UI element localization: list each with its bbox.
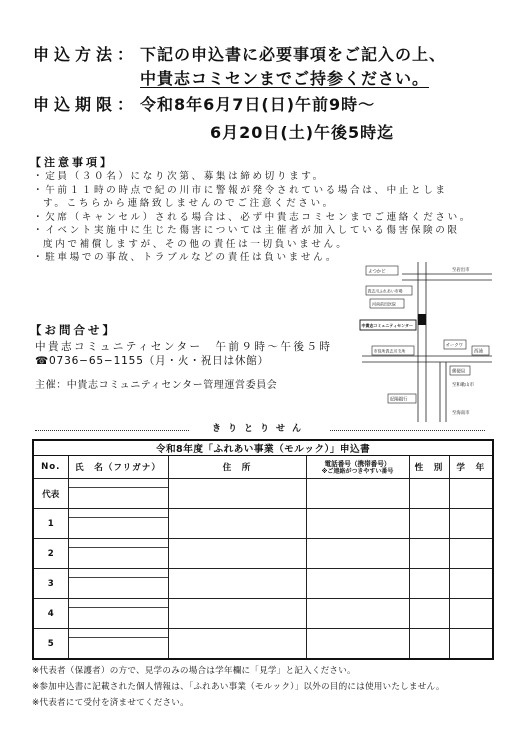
- map-label-clinic: 河南前田医院: [372, 301, 396, 307]
- note-item: ・午前１１時の時点で紀の川市に警報が発令されている場合は、中止としま: [33, 184, 448, 196]
- grade-cell: [449, 599, 493, 629]
- table-row: [33, 479, 493, 509]
- note-item-continuation: す。こちらから連絡致しませんのでご注意ください。: [43, 198, 335, 209]
- gender-cell: [409, 629, 449, 660]
- deadline-start: 令和8年6月7日(日)午前9時～: [140, 95, 376, 114]
- footnote-privacy: ※参加申込書に記載された個人情報は、「ふれあい事業（モルック）」以外の目的には使用いたしません。: [32, 682, 445, 692]
- phone-cell: [306, 479, 409, 509]
- furigana-line: [69, 479, 168, 488]
- name-cell: [68, 599, 168, 629]
- grade-cell: [449, 629, 493, 660]
- address-cell: [168, 509, 306, 539]
- name-cell: [68, 539, 168, 569]
- row-label: 3: [33, 569, 68, 599]
- gender-cell: [409, 569, 449, 599]
- name-cell: [68, 509, 168, 539]
- grade-cell: [449, 569, 493, 599]
- footnote-reception: ※代表者にて受付を済ませてください。: [32, 698, 189, 708]
- notes-list: [33, 170, 472, 265]
- method-label: 申込方法：: [33, 45, 139, 64]
- deadline-label: 申込期限：: [33, 95, 139, 114]
- address-cell: [168, 599, 306, 629]
- map-label-market: 貴志川ふれあい市場: [367, 288, 403, 294]
- address-cell: [168, 539, 306, 569]
- map-label-okuwa: オークワ: [445, 343, 464, 349]
- map-label-nishiura: 西浦: [474, 349, 483, 355]
- footnote-observer: ※代表者（保護者）の方で、見学のみの場合は学年欄に「見学」と記入ください。: [32, 666, 356, 676]
- table-row: [33, 569, 493, 599]
- phone-cell: [306, 629, 409, 660]
- row-label: 4: [33, 599, 68, 629]
- cut-line-label: きりとりせん: [190, 421, 330, 434]
- row-label: 1: [33, 509, 68, 539]
- name-cell: [68, 629, 168, 660]
- name-cell: [68, 569, 168, 599]
- phone-cell: [306, 569, 409, 599]
- table-row: [33, 539, 493, 569]
- furigana-line: [69, 629, 168, 638]
- gender-cell: [409, 509, 449, 539]
- header-name: 氏 名（フリガナ）: [68, 456, 168, 479]
- map-label-to-iwade: 至岩出市: [452, 268, 470, 273]
- header-phone: [306, 456, 409, 479]
- row-label: 代表: [33, 479, 68, 509]
- note-item: ・欠席（キャンセル）される場合は、必ず中貴志コミセンまでご連絡ください。: [33, 211, 472, 223]
- map-label-post: 郵便局: [452, 369, 466, 375]
- name-cell: [68, 479, 168, 509]
- phone-cell: [306, 509, 409, 539]
- contact-heading: 【お問合せ】: [30, 323, 117, 337]
- furigana-line: [69, 599, 168, 608]
- address-cell: [168, 629, 306, 660]
- furigana-line: [69, 539, 168, 548]
- header-gender: 性 別: [409, 456, 449, 479]
- notes-heading: 【注意事項】: [30, 156, 114, 169]
- furigana-line: [69, 569, 168, 578]
- gender-cell: [409, 539, 449, 569]
- method-line2: 中貴志コミセンまでご持参ください。: [140, 69, 430, 88]
- gender-cell: [409, 599, 449, 629]
- map-label-bank: 紀陽銀行: [390, 397, 408, 403]
- header-phone-note: ※ご連絡がつきやすい番号: [321, 467, 394, 475]
- grade-cell: [449, 479, 493, 509]
- table-row: [33, 599, 493, 629]
- gender-cell: [409, 479, 449, 509]
- furigana-line: [69, 509, 168, 518]
- contact-phone: ☎0736−65−1155（月・火・祝日は休館）: [35, 355, 270, 367]
- contact-hours: 中貴志コミュニティセンター 午前９時～午後５時: [35, 341, 333, 353]
- grade-cell: [449, 539, 493, 569]
- address-cell: [168, 569, 306, 599]
- deadline-end: 6月20日(土)午後5時迄: [210, 123, 395, 142]
- address-cell: [168, 479, 306, 509]
- access-map: [352, 262, 492, 422]
- phone-cell: [306, 539, 409, 569]
- header-phone-label: 電話番号（携帯番号）: [324, 459, 391, 468]
- header-no: No.: [33, 456, 68, 479]
- note-item: ・駐車場での事故、トラブルなどの責任は負いません。: [33, 252, 339, 263]
- header-address: 住 所: [168, 456, 306, 479]
- community-center-marker: [418, 314, 426, 325]
- table-row: [33, 509, 493, 539]
- row-label: 2: [33, 539, 68, 569]
- map-label-branch: 市役所貴志川支所: [373, 348, 406, 354]
- map-label-center: 中貴志コミュニティセンター: [361, 323, 413, 328]
- note-item: ・イベント実施中に生じた傷害については主催者が加入している傷害保険の限: [33, 225, 460, 236]
- map-label-to-wakayama: 至和歌山市: [452, 383, 474, 388]
- method-line1: 下記の申込書に必要事項をご記入の上、: [140, 45, 447, 64]
- map-label-to-kainan: 至海南市: [452, 411, 470, 416]
- organizer: 主催：中貴志コミュニティセンター管理運営委員会: [35, 380, 278, 391]
- grade-cell: [449, 509, 493, 539]
- form-title: 令和8年度「ふれあい事業（モルック）」申込書: [33, 440, 493, 456]
- note-item-continuation: 度内で補償しますが、その他の責任は一切負いません。: [43, 238, 349, 250]
- map-label-yotsukado: よつかど: [368, 269, 386, 275]
- phone-cell: [306, 599, 409, 629]
- application-form-table: [32, 439, 494, 660]
- row-label: 5: [33, 629, 68, 660]
- table-row: [33, 629, 493, 660]
- header-grade: 学 年: [449, 456, 493, 479]
- note-item: ・定員（３０名）になり次第、募集は締め切ります。: [33, 171, 325, 182]
